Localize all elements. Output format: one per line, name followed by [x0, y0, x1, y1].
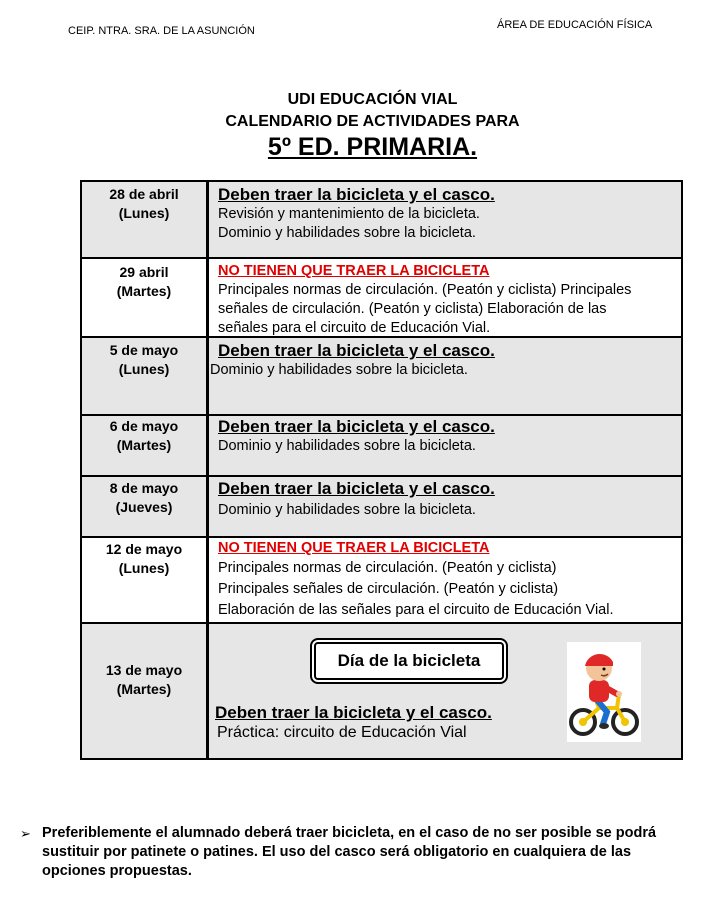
table-row: [82, 338, 681, 416]
table-row: [82, 416, 681, 477]
table-row: [82, 477, 681, 538]
activity-heading: Deben traer la bicicleta y el casco.: [218, 417, 495, 436]
weekday-label: (Lunes): [118, 560, 170, 576]
activity-warning-heading: NO TIENEN QUE TRAER LA BICICLETA: [218, 540, 490, 556]
activity-line: Principales normas de circulación. (Peatón y ciclista): [218, 560, 557, 576]
doc-title-line1: UDI EDUCACIÓN VIAL: [287, 91, 458, 108]
date-label: 12 de mayo: [105, 541, 183, 557]
activity-line: Dominio y habilidades sobre la bicicleta.: [218, 502, 476, 518]
weekday-label: (Lunes): [118, 205, 170, 221]
activity-heading: Deben traer la bicicleta y el casco.: [215, 703, 492, 722]
bike-day-label: Día de la bicicleta: [337, 651, 481, 670]
weekday-label: (Martes): [116, 437, 172, 453]
table-row: [82, 259, 681, 338]
weekday-label: (Martes): [116, 681, 172, 697]
date-label: 5 de mayo: [109, 342, 179, 358]
activity-cell: [210, 340, 675, 380]
bike-day-badge: [314, 642, 504, 680]
activity-cell: [218, 184, 675, 243]
child-on-bicycle-illustration: [567, 642, 641, 742]
activity-line: Dominio y habilidades sobre la bicicleta.: [218, 438, 476, 454]
activity-line: Principales normas de circulación. (Peatón y ciclista) Principales: [218, 282, 632, 298]
table-row: [82, 538, 681, 624]
activities-table: [80, 180, 683, 760]
weekday-label: (Jueves): [115, 499, 173, 515]
activity-cell: [218, 262, 675, 338]
activity-heading: Deben traer la bicicleta y el casco.: [218, 341, 495, 360]
table-row: [82, 182, 681, 259]
activity-cell: [209, 624, 681, 758]
activity-cell: [218, 539, 675, 621]
date-cell: [82, 338, 209, 414]
date-label: 13 de mayo: [105, 662, 183, 678]
date-cell: [82, 416, 209, 475]
date-cell: [82, 538, 209, 622]
child-on-bicycle-icon: [567, 642, 641, 742]
doc-title-grade: 5º ED. PRIMARIA.: [267, 133, 478, 161]
weekday-label: (Lunes): [118, 361, 170, 377]
table-row: [82, 624, 681, 758]
date-label: 6 de mayo: [109, 418, 179, 434]
activity-line: Principales señales de circulación. (Peatón y ciclista): [218, 581, 559, 597]
date-cell: [82, 624, 209, 758]
date-label: 28 de abril: [109, 186, 179, 202]
activity-line: Dominio y habilidades sobre la bicicleta.: [218, 225, 476, 241]
activity-heading: Deben traer la bicicleta y el casco.: [218, 479, 495, 498]
date-cell: [82, 477, 209, 536]
activity-line: Práctica: circuito de Educación Vial: [217, 724, 467, 741]
school-name: CEIP. NTRA. SRA. DE LA ASUNCIÓN: [68, 25, 255, 37]
activity-cell: [218, 416, 675, 456]
activity-cell: [218, 478, 675, 520]
footnote-text: Preferiblemente el alumnado deberá traer bicicleta, en el caso de no ser posible se podrá sustituir por patinete o patines. El uso del casco será obligatorio en cualquiera de las opciones propuestas.: [42, 825, 657, 879]
activity-line: Revisión y mantenimiento de la bicicleta.: [218, 206, 480, 222]
doc-title-line2: CALENDARIO DE ACTIVIDADES PARA: [225, 113, 520, 130]
department-name: ÁREA DE EDUCACIÓN FÍSICA: [497, 19, 653, 31]
activity-line: señales de circulación. (Peatón y ciclista) Elaboración de las: [218, 301, 607, 317]
weekday-label: (Martes): [116, 283, 172, 299]
arrow-bullet-icon: ➢: [20, 826, 31, 841]
date-cell: [82, 259, 209, 336]
activity-line: Dominio y habilidades sobre la bicicleta.: [210, 362, 468, 378]
date-cell: [82, 182, 209, 257]
activity-line: señales para el circuito de Educación Vial.: [218, 320, 491, 336]
date-label: 8 de mayo: [109, 480, 179, 496]
activity-heading: Deben traer la bicicleta y el casco.: [218, 185, 495, 204]
activity-line: Elaboración de las señales para el circuito de Educación Vial.: [218, 602, 614, 618]
date-label: 29 abril: [119, 264, 169, 280]
activity-warning-heading: NO TIENEN QUE TRAER LA BICICLETA: [218, 263, 490, 279]
